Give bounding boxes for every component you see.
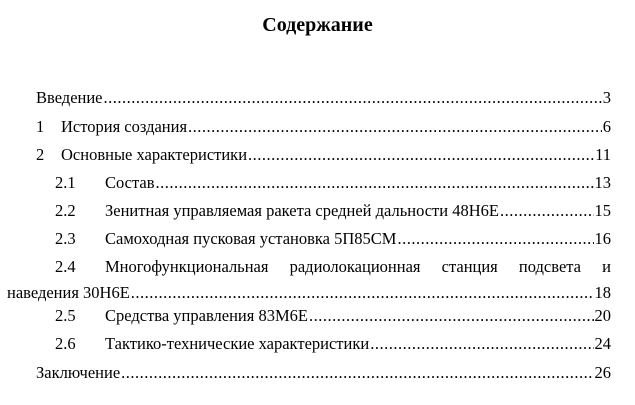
toc-entry-page: 6 (602, 117, 611, 136)
toc-entry-text: Самоходная пусковая установка 5П85СМ (105, 229, 397, 248)
toc-dot-leader (156, 173, 594, 193)
toc-dot-leader (131, 283, 594, 303)
toc-entry-page: 26 (594, 363, 611, 382)
toc-dot-leader (188, 117, 602, 137)
toc-entry-page: 15 (594, 201, 611, 220)
toc-entry-number: 2.2 (55, 201, 76, 220)
toc-entry-number: 2.6 (55, 334, 76, 353)
toc-entry-page: 20 (594, 306, 611, 325)
toc-entry-page: 11 (595, 145, 611, 164)
toc-dot-leader (121, 363, 593, 383)
toc-entry-2-5[interactable] (55, 306, 611, 326)
toc-entry-page: 3 (602, 88, 611, 107)
toc-entry-number: 2.1 (55, 173, 76, 192)
toc-entry-text: Многофункциональная радиолокационная станция подсвета и (105, 257, 611, 276)
toc-entry-text: Тактико-технические характеристики (105, 334, 370, 353)
toc-dot-leader (248, 145, 594, 165)
toc-entry-1[interactable] (36, 117, 611, 137)
toc-entry-number: 2.3 (55, 229, 76, 248)
toc-entry-line-2 (7, 283, 611, 303)
toc-entry-2-1[interactable] (55, 173, 611, 193)
toc-dot-leader (500, 201, 594, 221)
toc-entry-text: Основные характеристики (61, 145, 248, 164)
toc-entry-text: Зенитная управляемая ракета средней дальности 48Н6Е (105, 201, 499, 220)
toc-entry-page: 24 (594, 334, 611, 353)
toc-entry-line-1 (55, 257, 611, 277)
toc-entry-2-6[interactable] (55, 334, 611, 354)
toc-dot-leader (370, 334, 593, 354)
toc-entry-text: Введение (36, 88, 103, 107)
toc-entry-text: Заключение (36, 363, 121, 382)
toc-entry-conclusion[interactable] (36, 363, 611, 383)
toc-entry-2-4[interactable] (7, 257, 611, 303)
toc-entry-2[interactable] (36, 145, 611, 165)
toc-entry-introduction[interactable] (36, 88, 611, 108)
toc-dot-leader (397, 229, 593, 249)
toc-entry-text: Средства управления 83М6Е (105, 306, 308, 325)
toc-entry-number: 2 (36, 145, 45, 164)
toc-entry-2-2[interactable] (55, 201, 611, 221)
toc-title: Содержание (262, 14, 373, 36)
toc-entry-number: 1 (36, 117, 45, 136)
toc-entry-page: 13 (594, 173, 611, 192)
toc-entry-page: 16 (594, 229, 611, 248)
toc-entry-text: История создания (61, 117, 188, 136)
toc-entry-text-continued: наведения 30Н6Е (7, 283, 130, 302)
toc-entry-text: Состав (105, 173, 155, 192)
toc-dot-leader (309, 306, 594, 326)
toc-entry-number: 2.5 (55, 306, 76, 325)
toc-entry-number: 2.4 (55, 257, 76, 276)
toc-entry-page: 18 (594, 283, 611, 302)
toc-entry-2-3[interactable] (55, 229, 611, 249)
toc-dot-leader (104, 88, 602, 108)
